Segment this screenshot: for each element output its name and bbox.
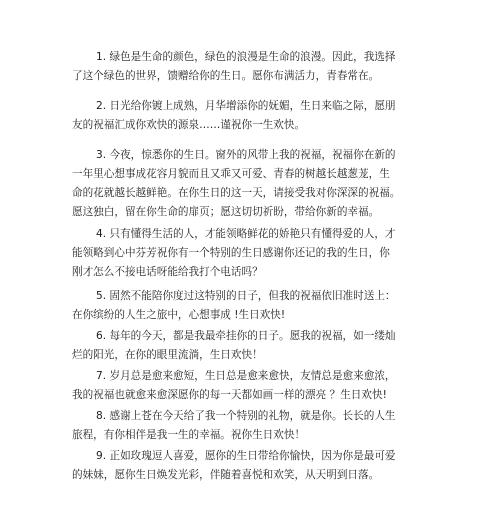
paragraph-line: 一年里心想事成花容月貌而且又乖又可爱、青春的树越长越葱茏，生 <box>72 168 390 180</box>
list-item <box>72 48 402 86</box>
paragraph-line: 刚才怎么不接电话呀能给我打个电话吗？ <box>72 266 263 278</box>
list-item <box>72 407 402 445</box>
paragraph-line: 1. 绿色是生命的颜色，绿色的浪漫是生命的浪漫。因此，我选择 <box>96 51 396 63</box>
paragraph-line: 我的祝福也就愈来愈深愿你的每一天都如画一样的漂亮 ？生日欢快! <box>72 389 387 401</box>
paragraph-line: 8. 感谢上苍在今天给了我一个特别的礼物，就是你。长长的人生 <box>96 410 396 422</box>
paragraph-line: 烂的阳光，在你的眼里流淌，生日欢快！ <box>72 349 263 361</box>
paragraph-line: 3. 今夜，惊悉你的生日。窗外的风带上我的祝福，祝福你在新的 <box>96 149 396 161</box>
list-item <box>72 327 402 365</box>
list-item <box>72 146 402 222</box>
paragraph-line: 旅程，有你相伴是我一生的幸福。祝你生日欢快！ <box>72 429 306 441</box>
paragraph-line: 愿这独白，留在你生命的扉页；愿这切切祈盼，带给你新的幸福。 <box>72 206 380 218</box>
paragraph-line: 命的花就越长越鲜艳。在你生日的这一天，请接受我对你深深的祝福。 <box>72 187 401 199</box>
paragraph-line: 6. 每年的今天，都是我最牵挂你的日子。愿我的祝福，如一缕灿 <box>96 330 396 342</box>
paragraph-line: 9. 正如玫瑰逗人喜爱，愿你的生日带给你愉快，因为你是最可爱 <box>96 450 396 462</box>
paragraph-line: 4. 只有懂得生活的人，才能领略鲜花的娇艳只有懂得爱的人，才 <box>96 228 396 240</box>
list-item <box>72 367 402 405</box>
paragraph-line: 能领略到心中芬芳祝你有一个特别的生日感谢你还记的我的生日，你 <box>72 247 390 259</box>
paragraph-line: 2. 日光给你镀上成熟，月华增添你的妩媚，生日来临之际，愿朋 <box>96 100 396 112</box>
paragraph-line: 5. 固然不能陪你度过这特别的日子，但我的祝福依旧准时送上： <box>96 290 396 302</box>
paragraph-line: 了这个绿色的世界，馈赠给你的生日。愿你布满活力，青春常在。 <box>72 70 380 82</box>
list-item <box>72 225 402 282</box>
paragraph-line: 在你缤纷的人生之旅中，心想事成 !生日欢快! <box>72 309 286 321</box>
paragraph-line: 的妹妹，愿你生日焕发光彩，伴随着喜悦和欢笑，从天明到日落。 <box>72 469 380 481</box>
list-item <box>72 97 402 135</box>
list-item <box>72 287 402 325</box>
paragraph-line: 友的祝福汇成你欢快的源泉……谨祝你一生欢快。 <box>72 119 306 131</box>
list-item <box>72 447 402 485</box>
paragraph-line: 7. 岁月总是愈来愈短，生日总是愈来愈快，友情总是愈来愈浓， <box>96 370 396 382</box>
